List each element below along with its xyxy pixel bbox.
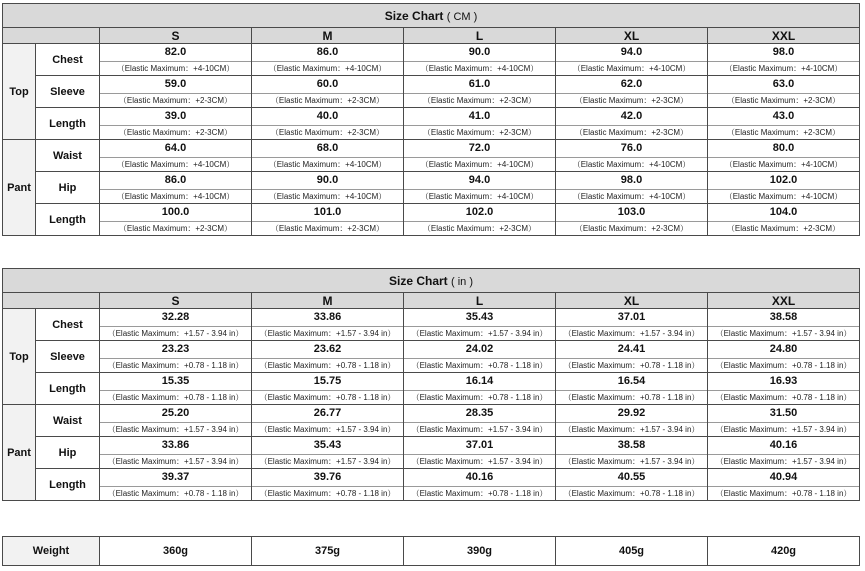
size-cell — [404, 469, 556, 501]
group-label: Top — [3, 309, 36, 405]
measurement-value: 68.0 — [316, 142, 339, 154]
size-cell — [252, 373, 404, 405]
elastic-note: （Elastic Maximum：+4-10CM） — [404, 61, 555, 75]
measurement-value: 40.94 — [769, 471, 798, 483]
measurement-label: Hip — [36, 172, 100, 204]
elastic-note: （Elastic Maximum：+2-3CM） — [708, 125, 859, 139]
table-row — [3, 140, 860, 172]
size-cell — [404, 373, 556, 405]
elastic-note: （Elastic Maximum：+4-10CM） — [100, 189, 251, 203]
size-cell — [556, 204, 708, 236]
size-header-row — [3, 28, 860, 44]
elastic-note: （Elastic Maximum：+2-3CM） — [252, 221, 403, 235]
elastic-note: （Elastic Maximum：+2-3CM） — [556, 125, 707, 139]
elastic-note: （Elastic Maximum：+1.57 - 3.94 in） — [708, 326, 859, 340]
elastic-note: （Elastic Maximum：+4-10CM） — [252, 189, 403, 203]
table-row — [3, 44, 860, 76]
table-row — [3, 309, 860, 341]
measurement-value: 16.54 — [617, 375, 646, 387]
measurement-value: 38.58 — [769, 311, 798, 323]
size-header-xl: XL — [556, 28, 708, 44]
group-label: Pant — [3, 405, 36, 501]
size-cell — [556, 108, 708, 140]
measurement-value: 64.0 — [164, 142, 187, 154]
size-chart-in-body — [3, 309, 860, 501]
elastic-note: （Elastic Maximum：+1.57 - 3.94 in） — [404, 454, 555, 468]
size-cell — [708, 341, 860, 373]
elastic-note: （Elastic Maximum：+2-3CM） — [252, 125, 403, 139]
size-cell — [708, 204, 860, 236]
size-cell — [708, 76, 860, 108]
measurement-value: 98.0 — [772, 46, 795, 58]
elastic-note: （Elastic Maximum：+1.57 - 3.94 in） — [100, 326, 251, 340]
measurement-value: 26.77 — [313, 407, 342, 419]
size-cell — [404, 204, 556, 236]
measurement-value: 23.62 — [313, 343, 342, 355]
size-chart-cm-table — [2, 3, 860, 236]
measurement-label: Length — [36, 108, 100, 140]
measurement-value: 82.0 — [164, 46, 187, 58]
table-row — [3, 373, 860, 405]
measurement-value: 72.0 — [468, 142, 491, 154]
measurement-value: 76.0 — [620, 142, 643, 154]
elastic-note: （Elastic Maximum：+2-3CM） — [100, 93, 251, 107]
measurement-value: 63.0 — [772, 78, 795, 90]
elastic-note: （Elastic Maximum：+1.57 - 3.94 in） — [404, 422, 555, 436]
size-cell — [100, 108, 252, 140]
size-cell — [252, 172, 404, 204]
size-cell — [252, 309, 404, 341]
measurement-label: Sleeve — [36, 341, 100, 373]
elastic-note: （Elastic Maximum：+0.78 - 1.18 in） — [708, 358, 859, 372]
size-cell — [100, 405, 252, 437]
size-cell — [556, 373, 708, 405]
elastic-note: （Elastic Maximum：+2-3CM） — [100, 221, 251, 235]
elastic-note: （Elastic Maximum：+1.57 - 3.94 in） — [252, 422, 403, 436]
size-cell — [100, 309, 252, 341]
elastic-note: （Elastic Maximum：+2-3CM） — [100, 125, 251, 139]
measurement-value: 16.93 — [769, 375, 798, 387]
measurement-value: 43.0 — [772, 110, 795, 122]
measurement-value: 60.0 — [316, 78, 339, 90]
measurement-value: 16.14 — [465, 375, 494, 387]
weight-label: Weight — [3, 537, 100, 566]
size-chart-in-table — [2, 268, 860, 501]
size-cell — [100, 44, 252, 76]
elastic-note: （Elastic Maximum：+0.78 - 1.18 in） — [708, 486, 859, 500]
elastic-note: （Elastic Maximum：+4-10CM） — [556, 61, 707, 75]
size-header-s: S — [100, 293, 252, 309]
size-header-xxl: XXL — [708, 28, 860, 44]
table-row — [3, 204, 860, 236]
header-blank — [3, 28, 100, 44]
elastic-note: （Elastic Maximum：+1.57 - 3.94 in） — [556, 422, 707, 436]
elastic-note: （Elastic Maximum：+4-10CM） — [708, 189, 859, 203]
size-header-m: M — [252, 293, 404, 309]
size-cell — [404, 172, 556, 204]
measurement-value: 40.16 — [465, 471, 494, 483]
elastic-note: （Elastic Maximum：+2-3CM） — [404, 125, 555, 139]
measurement-value: 101.0 — [313, 206, 342, 218]
size-cell — [100, 76, 252, 108]
measurement-label: Waist — [36, 140, 100, 172]
size-cell — [404, 405, 556, 437]
weight-value-m: 375g — [252, 537, 404, 566]
elastic-note: （Elastic Maximum：+4-10CM） — [404, 157, 555, 171]
measurement-value: 37.01 — [617, 311, 646, 323]
size-header-l: L — [404, 293, 556, 309]
elastic-note: （Elastic Maximum：+4-10CM） — [252, 61, 403, 75]
size-chart-cm-title-cell — [3, 4, 860, 28]
measurement-label: Chest — [36, 44, 100, 76]
elastic-note: （Elastic Maximum：+1.57 - 3.94 in） — [404, 326, 555, 340]
weight-value-xxl: 420g — [708, 537, 860, 566]
measurement-label: Hip — [36, 437, 100, 469]
measurement-label: Length — [36, 204, 100, 236]
size-cell — [708, 140, 860, 172]
measurement-value: 94.0 — [468, 174, 491, 186]
measurement-value: 59.0 — [164, 78, 187, 90]
elastic-note: （Elastic Maximum：+1.57 - 3.94 in） — [556, 454, 707, 468]
measurement-value: 29.92 — [617, 407, 646, 419]
table-row — [3, 469, 860, 501]
measurement-value: 86.0 — [316, 46, 339, 58]
elastic-note: （Elastic Maximum：+4-10CM） — [252, 157, 403, 171]
measurement-value: 90.0 — [316, 174, 339, 186]
elastic-note: （Elastic Maximum：+1.57 - 3.94 in） — [556, 326, 707, 340]
weight-table — [2, 536, 860, 566]
size-cell — [404, 108, 556, 140]
measurement-value: 31.50 — [769, 407, 798, 419]
elastic-note: （Elastic Maximum：+1.57 - 3.94 in） — [252, 326, 403, 340]
measurement-value: 23.23 — [161, 343, 190, 355]
size-cell — [708, 44, 860, 76]
table-row — [3, 76, 860, 108]
table-row — [3, 437, 860, 469]
measurement-value: 40.0 — [316, 110, 339, 122]
elastic-note: （Elastic Maximum：+4-10CM） — [556, 189, 707, 203]
measurement-value: 80.0 — [772, 142, 795, 154]
measurement-value: 102.0 — [465, 206, 494, 218]
size-header-s: S — [100, 28, 252, 44]
size-cell — [252, 405, 404, 437]
measurement-value: 33.86 — [313, 311, 342, 323]
size-cell — [708, 309, 860, 341]
size-cell — [404, 44, 556, 76]
size-cell — [100, 341, 252, 373]
size-cell — [556, 437, 708, 469]
measurement-value: 24.80 — [769, 343, 798, 355]
size-chart-in-title: Size Chart — [388, 273, 448, 288]
measurement-value: 39.76 — [313, 471, 342, 483]
table-row — [3, 172, 860, 204]
measurement-value: 100.0 — [161, 206, 190, 218]
size-chart-cm-title: Size Chart — [384, 8, 444, 23]
size-cell — [404, 140, 556, 172]
size-cell — [556, 44, 708, 76]
size-cell — [708, 172, 860, 204]
size-cell — [556, 76, 708, 108]
measurement-value: 32.28 — [161, 311, 190, 323]
elastic-note: （Elastic Maximum：+0.78 - 1.18 in） — [556, 390, 707, 404]
size-cell — [252, 140, 404, 172]
elastic-note: （Elastic Maximum：+4-10CM） — [100, 157, 251, 171]
size-chart-cm-body — [3, 44, 860, 236]
size-cell — [100, 204, 252, 236]
size-cell — [556, 172, 708, 204]
size-cell — [556, 341, 708, 373]
measurement-label: Length — [36, 373, 100, 405]
size-cell — [708, 405, 860, 437]
elastic-note: （Elastic Maximum：+2-3CM） — [556, 93, 707, 107]
size-cell — [100, 140, 252, 172]
elastic-note: （Elastic Maximum：+1.57 - 3.94 in） — [708, 422, 859, 436]
elastic-note: （Elastic Maximum：+2-3CM） — [708, 93, 859, 107]
measurement-value: 40.16 — [769, 439, 798, 451]
size-cell — [556, 469, 708, 501]
elastic-note: （Elastic Maximum：+1.57 - 3.94 in） — [252, 454, 403, 468]
measurement-value: 24.41 — [617, 343, 646, 355]
measurement-value: 90.0 — [468, 46, 491, 58]
elastic-note: （Elastic Maximum：+1.57 - 3.94 in） — [708, 454, 859, 468]
size-cell — [100, 373, 252, 405]
elastic-note: （Elastic Maximum：+4-10CM） — [708, 61, 859, 75]
size-cell — [556, 140, 708, 172]
measurement-value: 86.0 — [164, 174, 187, 186]
size-cell — [708, 469, 860, 501]
size-header-xxl: XXL — [708, 293, 860, 309]
measurement-value: 41.0 — [468, 110, 491, 122]
measurement-value: 40.55 — [617, 471, 646, 483]
size-header-m: M — [252, 28, 404, 44]
measurement-value: 28.35 — [465, 407, 494, 419]
size-cell — [252, 469, 404, 501]
measurement-value: 15.35 — [161, 375, 190, 387]
measurement-value: 25.20 — [161, 407, 190, 419]
size-cell — [404, 309, 556, 341]
measurement-label: Length — [36, 469, 100, 501]
table-row — [3, 341, 860, 373]
size-cell — [556, 405, 708, 437]
measurement-value: 94.0 — [620, 46, 643, 58]
size-cell — [252, 204, 404, 236]
size-cell — [100, 172, 252, 204]
header-blank — [3, 293, 100, 309]
measurement-value: 61.0 — [468, 78, 491, 90]
elastic-note: （Elastic Maximum：+0.78 - 1.18 in） — [404, 390, 555, 404]
group-label: Top — [3, 44, 36, 140]
measurement-value: 39.0 — [164, 110, 187, 122]
measurement-value: 24.02 — [465, 343, 494, 355]
size-cell — [252, 76, 404, 108]
measurement-value: 35.43 — [465, 311, 494, 323]
measurement-label: Chest — [36, 309, 100, 341]
elastic-note: （Elastic Maximum：+4-10CM） — [708, 157, 859, 171]
elastic-note: （Elastic Maximum：+0.78 - 1.18 in） — [404, 358, 555, 372]
elastic-note: （Elastic Maximum：+2-3CM） — [708, 221, 859, 235]
weight-value-xl: 405g — [556, 537, 708, 566]
elastic-note: （Elastic Maximum：+0.78 - 1.18 in） — [252, 486, 403, 500]
size-cell — [252, 44, 404, 76]
size-cell — [708, 108, 860, 140]
size-chart-in-unit: ( in ) — [451, 275, 474, 288]
size-cell — [404, 437, 556, 469]
measurement-value: 103.0 — [617, 206, 646, 218]
size-header-l: L — [404, 28, 556, 44]
elastic-note: （Elastic Maximum：+0.78 - 1.18 in） — [252, 358, 403, 372]
size-cell — [100, 437, 252, 469]
weight-value-l: 390g — [404, 537, 556, 566]
size-chart-in-title-cell — [3, 269, 860, 293]
measurement-value: 37.01 — [465, 439, 494, 451]
elastic-note: （Elastic Maximum：+0.78 - 1.18 in） — [556, 486, 707, 500]
elastic-note: （Elastic Maximum：+2-3CM） — [252, 93, 403, 107]
elastic-note: （Elastic Maximum：+1.57 - 3.94 in） — [100, 422, 251, 436]
elastic-note: （Elastic Maximum：+0.78 - 1.18 in） — [404, 486, 555, 500]
group-label: Pant — [3, 140, 36, 236]
size-chart-cm-unit: ( CM ) — [446, 10, 478, 23]
size-cell — [100, 469, 252, 501]
size-cell — [252, 108, 404, 140]
elastic-note: （Elastic Maximum：+0.78 - 1.18 in） — [252, 390, 403, 404]
elastic-note: （Elastic Maximum：+4-10CM） — [556, 157, 707, 171]
size-header-row — [3, 293, 860, 309]
measurement-value: 38.58 — [617, 439, 646, 451]
elastic-note: （Elastic Maximum：+4-10CM） — [404, 189, 555, 203]
elastic-note: （Elastic Maximum：+0.78 - 1.18 in） — [100, 358, 251, 372]
elastic-note: （Elastic Maximum：+2-3CM） — [404, 221, 555, 235]
measurement-value: 35.43 — [313, 439, 342, 451]
size-cell — [556, 309, 708, 341]
size-cell — [404, 76, 556, 108]
measurement-value: 42.0 — [620, 110, 643, 122]
measurement-label: Sleeve — [36, 76, 100, 108]
measurement-value: 15.75 — [313, 375, 342, 387]
measurement-value: 102.0 — [769, 174, 798, 186]
size-cell — [708, 373, 860, 405]
table-row — [3, 108, 860, 140]
size-cell — [252, 437, 404, 469]
measurement-label: Waist — [36, 405, 100, 437]
elastic-note: （Elastic Maximum：+2-3CM） — [404, 93, 555, 107]
size-cell — [404, 341, 556, 373]
elastic-note: （Elastic Maximum：+4-10CM） — [100, 61, 251, 75]
measurement-value: 33.86 — [161, 439, 190, 451]
measurement-value: 104.0 — [769, 206, 798, 218]
size-cell — [708, 437, 860, 469]
elastic-note: （Elastic Maximum：+0.78 - 1.18 in） — [100, 390, 251, 404]
size-cell — [252, 341, 404, 373]
weight-value-s: 360g — [100, 537, 252, 566]
table-row — [3, 405, 860, 437]
elastic-note: （Elastic Maximum：+2-3CM） — [556, 221, 707, 235]
measurement-value: 98.0 — [620, 174, 643, 186]
elastic-note: （Elastic Maximum：+1.57 - 3.94 in） — [100, 454, 251, 468]
size-header-xl: XL — [556, 293, 708, 309]
measurement-value: 62.0 — [620, 78, 643, 90]
measurement-value: 39.37 — [161, 471, 190, 483]
elastic-note: （Elastic Maximum：+0.78 - 1.18 in） — [100, 486, 251, 500]
elastic-note: （Elastic Maximum：+0.78 - 1.18 in） — [708, 390, 859, 404]
elastic-note: （Elastic Maximum：+0.78 - 1.18 in） — [556, 358, 707, 372]
